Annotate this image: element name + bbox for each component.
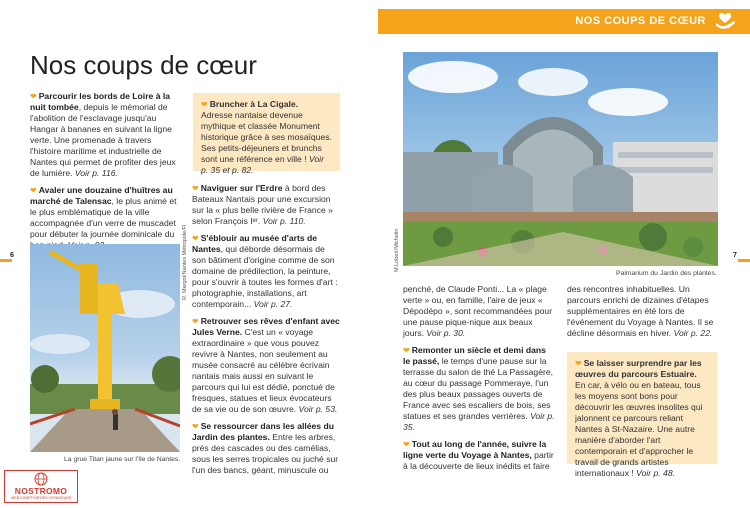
column-2 [192,183,340,482]
photo-palmarium [403,52,718,266]
heart-bullet-icon: ❤ [30,186,37,195]
column-3 [403,284,555,478]
list-item: ❤ Se ressourcer dans les allées du Jardin des plantes. Entre les arbres, près des cascades ou des camélias, sous les serres tropicales ou juché sur l'un des bancs, géant, minuscule ou [192,421,339,475]
hands-heart-icon [714,11,736,31]
list-item: ❤ Remonter un siècle et demi dans le passé, le temps d'une pause sur la terrasse du salon de thé La Passagère, au cœur du passage Pommeraye, l'un des plus beaux passages ouverts de France avec ses escaliers de bois, ses statues et ses grandes verrières. Voir p. 35. [403,345,555,432]
callout-box-cigale: ❤ Bruncher à La Cigale. Adresse nantaise devenue mythique et classée Monument historique grâce à ses mosaïques. Ses petits-déjeuners et brunchs sont une référence en ville ! Voir p. 35 et p. 82. [193,93,340,171]
heart-bullet-icon: ❤ [192,184,199,193]
globe-icon [32,472,50,486]
list-item: ❤ Tout au long de l'année, suivre la ligne verte du Voyage à Nantes, partir à la découverte de lieux inédits et faire [403,439,554,471]
heart-bullet-icon: ❤ [201,100,208,109]
column-4 [567,284,717,345]
heart-bullet-icon: ❤ [575,359,582,368]
heart-bullet-icon: ❤ [403,346,410,355]
list-item: ❤ Parcourir les bords de Loire à la nuit tombée, depuis le mémorial de l'abolition de l'esclavage jusqu'au Hangar à bananes en suivant la ligne verte. Une promenade à travers l'histoire maritime et industrielle de Nantes qui permet de profiter des jeux de lumière. Voir p. 116. [30,91,176,178]
photo-caption-garden: Palmarium du Jardin des plantes. [616,270,717,277]
page-marker-right [738,259,750,262]
watermark-logo [4,470,78,503]
page-marker-left [0,259,12,262]
callout-box-estuaire: ❤ Se laisser surprendre par les œuvres du parcours Estuaire. En car, à vélo ou en bateau, tous les moyens sont bons pour découvrir les œuvres insolites qui jalonnent ce parcours reliant Nantes à St-Nazaire. Une autre manière d'aborder l'art contemporain et d'approcher le travail de grands artistes internationaux ! Voir p. 48. [567,352,717,464]
list-item: ❤ Avaler une douzaine d'huîtres au marché de Talensac, le plus animé et le plus emblématique de la ville accompagnée d'un verre de muscadet pour débuter la journée dominicale du [30,185,177,239]
palmarium-illustration [403,52,718,266]
photo-titan-crane [30,244,180,452]
photo-credit-garden: M.Lobert/Michelin [394,228,400,272]
heart-bullet-icon: ❤ [403,440,410,449]
list-item: penché, de Claude Ponti... La « plage verte » ou, en famille, l'aire de jeux « Dépodépo », sont recommandées pour une pause pique-nique aux beaux jours. Voir p. 30. [403,284,553,338]
logo-name: NOSTROMO [14,486,68,496]
logo-tagline: WEB COMPTOIR DES VOYAGEURS [10,496,72,500]
page-number-left: 6 [10,252,14,259]
section-title: NOS COUPS DE CŒUR [575,15,706,27]
heart-bullet-icon: ❤ [192,234,199,243]
crane-illustration [30,244,180,452]
heart-bullet-icon: ❤ [192,422,199,431]
page-title: Nos coups de cœur [30,50,257,80]
column-1 [30,91,180,257]
list-item: ❤ S'éblouir au musée d'arts de Nantes, qui déborde désormais de son bâtiment d'origine comme de son domaine de prédilection, la peinture, pour s'ouvrir à toutes les formes d'art : photographie, installations, art contemporain... Voir p. 27. [192,233,338,309]
list-item: ❤ Retrouver ses rêves d'enfant avec Jules Verne. C'est un « voyage extraordinaire » que vous pouvez revivre à Nantes, non seulement au musée consacré au célèbre écrivain nantais mais aussi en suivant le parcours qui lui est dédié, ponctué de fresques, statues et lieux évocateurs de sa vie ou de son œuvre. Voir p. 53. [192,316,340,414]
list-item: des rencontres inhabituelles. Un parcours enrichi de dizaines d'étapes supplémentaires en été lors de l'événement du Voyage à Nantes. Il se décline désormais en hiver. Voir p. 22. [567,284,714,338]
header-bar [0,0,750,34]
photo-credit-crane: R. Margot/Nantes Métropole/Fl [182,224,188,300]
list-item: ❤ Naviguer sur l'Erdre à bord des Bateaux Nantais pour une excursion sur la « plus belle rivière de France » selon François Iᵉʳ. Voir p. 110. [192,183,333,226]
heart-bullet-icon: ❤ [192,317,199,326]
page-number-right: 7 [733,252,737,259]
photo-caption-crane: La grue Titan jaune sur l'île de Nantes. [64,456,181,463]
heart-bullet-icon: ❤ [30,92,37,101]
